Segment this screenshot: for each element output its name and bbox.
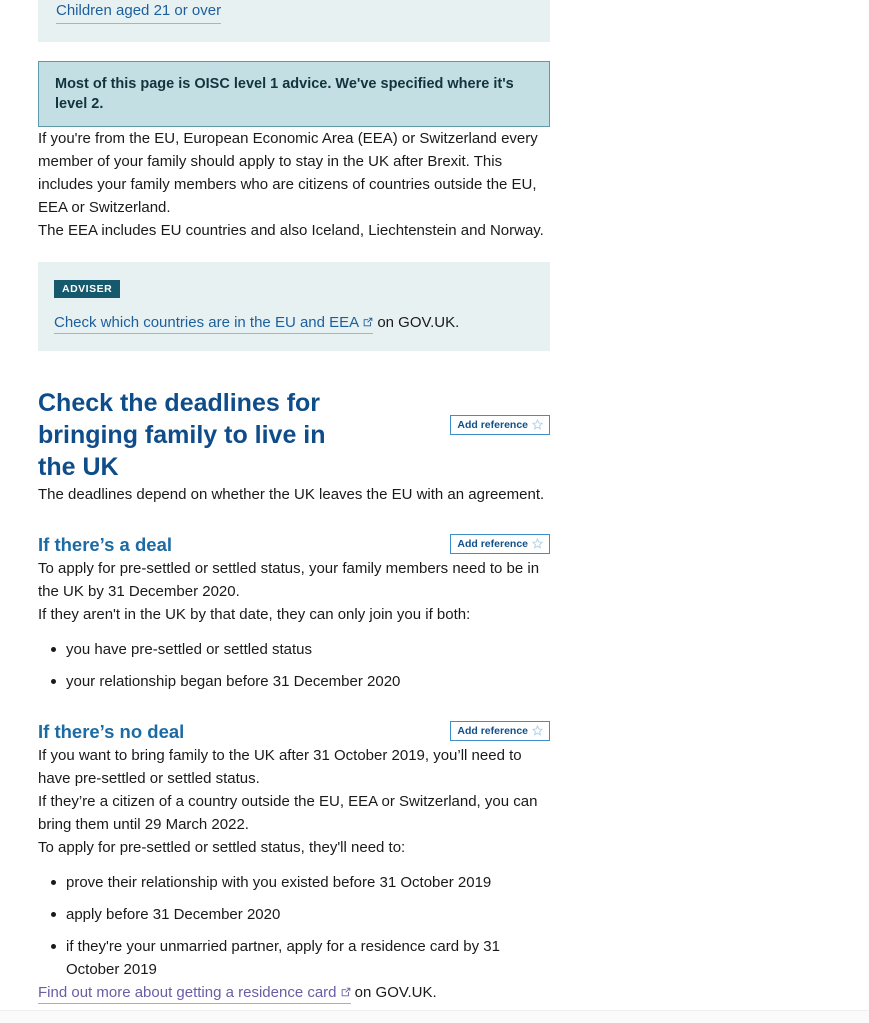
- no-deal-paragraph-2: If they’re a citizen of a country outside the EU, EEA or Switzerland, you can bring them until 29 March 2022.: [38, 792, 538, 833]
- related-links-panel: [38, 0, 550, 42]
- star-outline-icon: [532, 725, 543, 736]
- link-check-eu-eea-countries[interactable]: [54, 314, 373, 334]
- list-item: if they're your unmarried partner, apply for a residence card by 31 October 2019: [62, 935, 550, 981]
- list-item: you have pre-settled or settled status: [62, 638, 550, 661]
- no-deal-footer-line: [38, 981, 550, 1004]
- add-reference-label: Add reference: [457, 418, 528, 431]
- oisc-callout-text: Most of this page is OISC level 1 advice. We've specified where it's level 2.: [55, 76, 514, 112]
- intro-paragraph-2: The EEA includes EU countries and also Iceland, Liechtenstein and Norway.: [38, 222, 544, 239]
- external-link-icon: [363, 317, 373, 327]
- adviser-callout-line: [54, 312, 534, 334]
- deal-bullet-list: [38, 638, 550, 693]
- link-label: Check which countries are in the EU and EEA: [54, 313, 360, 331]
- add-reference-button-deal[interactable]: [450, 534, 550, 554]
- add-reference-label: Add reference: [457, 724, 528, 737]
- link-residence-card-info[interactable]: [38, 984, 351, 1004]
- page-section-title: Check the deadlines for bringing family to live in the UK: [38, 388, 326, 481]
- link-label: Find out more about getting a residence card: [38, 983, 337, 1001]
- related-link-children-21-or-over[interactable]: Children aged 21 or over: [56, 1, 221, 24]
- section-heading-row-deadlines: [38, 387, 550, 483]
- external-link-icon: [341, 987, 351, 997]
- star-outline-icon: [532, 538, 543, 549]
- add-reference-label: Add reference: [457, 537, 528, 550]
- article-content: [38, 0, 550, 1004]
- intro-paragraph-1: If you're from the EU, European Economic Area (EEA) or Switzerland every member of your family should apply to stay in the UK after Brexit. This includes your family members who are citizens of countries outside the EU, EEA or Switzerland.: [38, 130, 538, 216]
- no-deal-paragraph-1: If you want to bring family to the UK after 31 October 2019, you’ll need to have pre-settled or settled status.: [38, 746, 522, 787]
- oisc-level-callout: [38, 61, 550, 127]
- add-reference-button-deadlines[interactable]: [450, 415, 550, 435]
- subsection-heading-row-no-deal: [38, 720, 550, 744]
- star-outline-icon: [532, 419, 543, 430]
- list-item: apply before 31 December 2020: [62, 903, 550, 926]
- add-reference-button-no-deal[interactable]: [450, 721, 550, 741]
- subsection-heading-row-deal: [38, 533, 550, 557]
- adviser-badge: ADVISER: [54, 280, 120, 298]
- deadlines-intro-paragraph: The deadlines depend on whether the UK leaves the EU with an agreement.: [38, 485, 545, 503]
- adviser-link-suffix: on GOV.UK.: [373, 313, 460, 331]
- subsection-title-deal: If there’s a deal: [38, 533, 173, 555]
- subsection-title-no-deal: If there’s no deal: [38, 720, 185, 742]
- no-deal-bullet-list: [38, 871, 550, 981]
- list-item: prove their relationship with you existed before 31 October 2019: [62, 871, 550, 894]
- adviser-callout: [38, 262, 550, 351]
- list-item: your relationship began before 31 December 2020: [62, 670, 550, 693]
- deal-paragraph-1: To apply for pre-settled or settled status, your family members need to be in the UK by 31 December 2020.: [38, 559, 540, 600]
- page-footer-band: [0, 1010, 869, 1023]
- no-deal-paragraph-3: To apply for pre-settled or settled status, they'll need to:: [38, 838, 406, 856]
- footer-link-suffix: on GOV.UK.: [350, 983, 437, 1001]
- deal-paragraph-2: If they aren't in the UK by that date, they can only join you if both:: [38, 605, 471, 623]
